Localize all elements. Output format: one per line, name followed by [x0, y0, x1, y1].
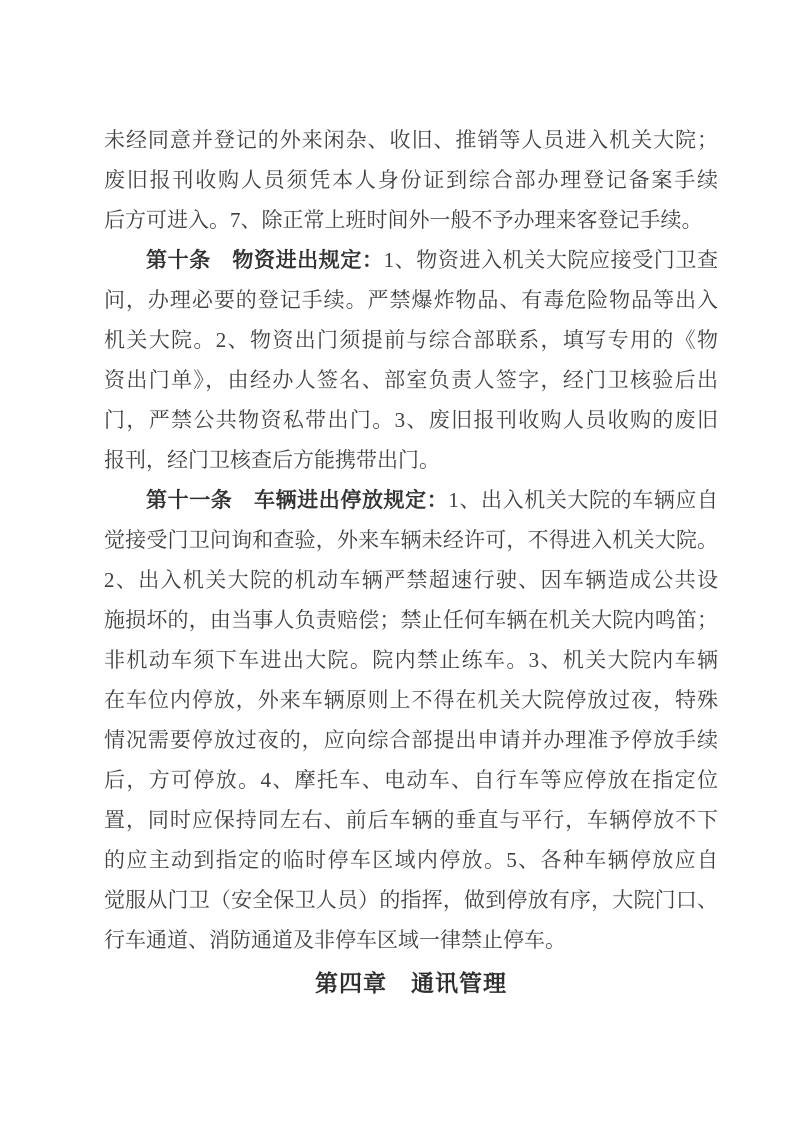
text-line — [104, 600, 718, 640]
paragraph-article-ten — [104, 240, 718, 480]
line-text: 机关大院。2、物资出门须提前与综合部联系，填写专用的《物 — [104, 328, 718, 352]
line-text: 报刊，经门卫核查后方能携带出门。 — [104, 448, 440, 472]
text-line — [104, 640, 718, 680]
line-text: 废旧报刊收购人员须凭本人身份证到综合部办理登记备案手续 — [104, 168, 718, 192]
line-text: 问，办理必要的登记手续。严禁爆炸物品、有毒危险物品等出入 — [104, 288, 718, 312]
text-line — [104, 200, 718, 240]
line-text: 行车通道、消防通道及非停车区域一律禁止停车。 — [104, 928, 566, 952]
line-text: 施损坏的，由当事人负责赔偿；禁止任何车辆在机关大院内鸣笛； — [104, 608, 718, 632]
text-line — [104, 400, 718, 440]
line-text: 资出门单》，由经办人签名、部室负责人签字，经门卫核验后出 — [104, 368, 718, 392]
text-line — [104, 720, 718, 760]
text-line — [104, 240, 718, 280]
paragraph-continuation-of-article-nine — [104, 120, 718, 240]
line-text: 觉接受门卫问询和查验，外来车辆未经许可，不得进入机关大院。 — [104, 528, 718, 552]
line-text: 的应主动到指定的临时停车区域内停放。5、各种车辆停放应自 — [104, 848, 718, 872]
chapter-heading: 第四章 通讯管理 — [315, 971, 507, 996]
text-line — [104, 760, 718, 800]
text-line — [104, 480, 718, 520]
text-line — [104, 680, 718, 720]
text-line — [104, 520, 718, 560]
document-body — [104, 120, 718, 1004]
line-text: 门，严禁公共物资私带出门。3、废旧报刊收购人员收购的废旧 — [104, 408, 718, 432]
paragraph-article-eleven — [104, 480, 718, 960]
line-text: 情况需要停放过夜的，应向综合部提出申请并办理准予停放手续 — [104, 728, 718, 752]
text-line — [104, 920, 718, 960]
line-text: 1、出入机关大院的车辆应自 — [448, 488, 718, 512]
line-text: 后方可进入。7、除正常上班时间外一般不予办理来客登记手续。 — [104, 208, 703, 232]
line-text: 未经同意并登记的外来闲杂、收旧、推销等人员进入机关大院； — [104, 128, 718, 152]
text-line — [104, 280, 718, 320]
text-line — [104, 440, 718, 480]
text-line — [104, 160, 718, 200]
article-heading-lead: 第十一条 车辆进出停放规定： — [146, 488, 449, 512]
text-line — [104, 560, 718, 600]
text-line — [104, 120, 718, 160]
text-line — [104, 360, 718, 400]
line-text: 后，方可停放。4、摩托车、电动车、自行车等应停放在指定位 — [104, 768, 718, 792]
line-text: 置，同时应保持同左右、前后车辆的垂直与平行，车辆停放不下 — [104, 808, 718, 832]
article-heading-lead: 第十条 物资进出规定： — [146, 248, 384, 272]
line-text: 觉服从门卫（安全保卫人员）的指挥，做到停放有序，大院门口、 — [104, 888, 718, 912]
line-text: 2、出入机关大院的机动车辆严禁超速行驶、因车辆造成公共设 — [104, 568, 718, 592]
line-text: 非机动车须下车进出大院。院内禁止练车。3、机关大院内车辆 — [104, 648, 718, 672]
text-line — [104, 320, 718, 360]
line-text: 1、物资进入机关大院应接受门卫查 — [383, 248, 718, 272]
text-line — [104, 880, 718, 920]
text-line — [104, 800, 718, 840]
text-line — [104, 840, 718, 880]
line-text: 在车位内停放，外来车辆原则上不得在机关大院停放过夜，特殊 — [104, 688, 718, 712]
